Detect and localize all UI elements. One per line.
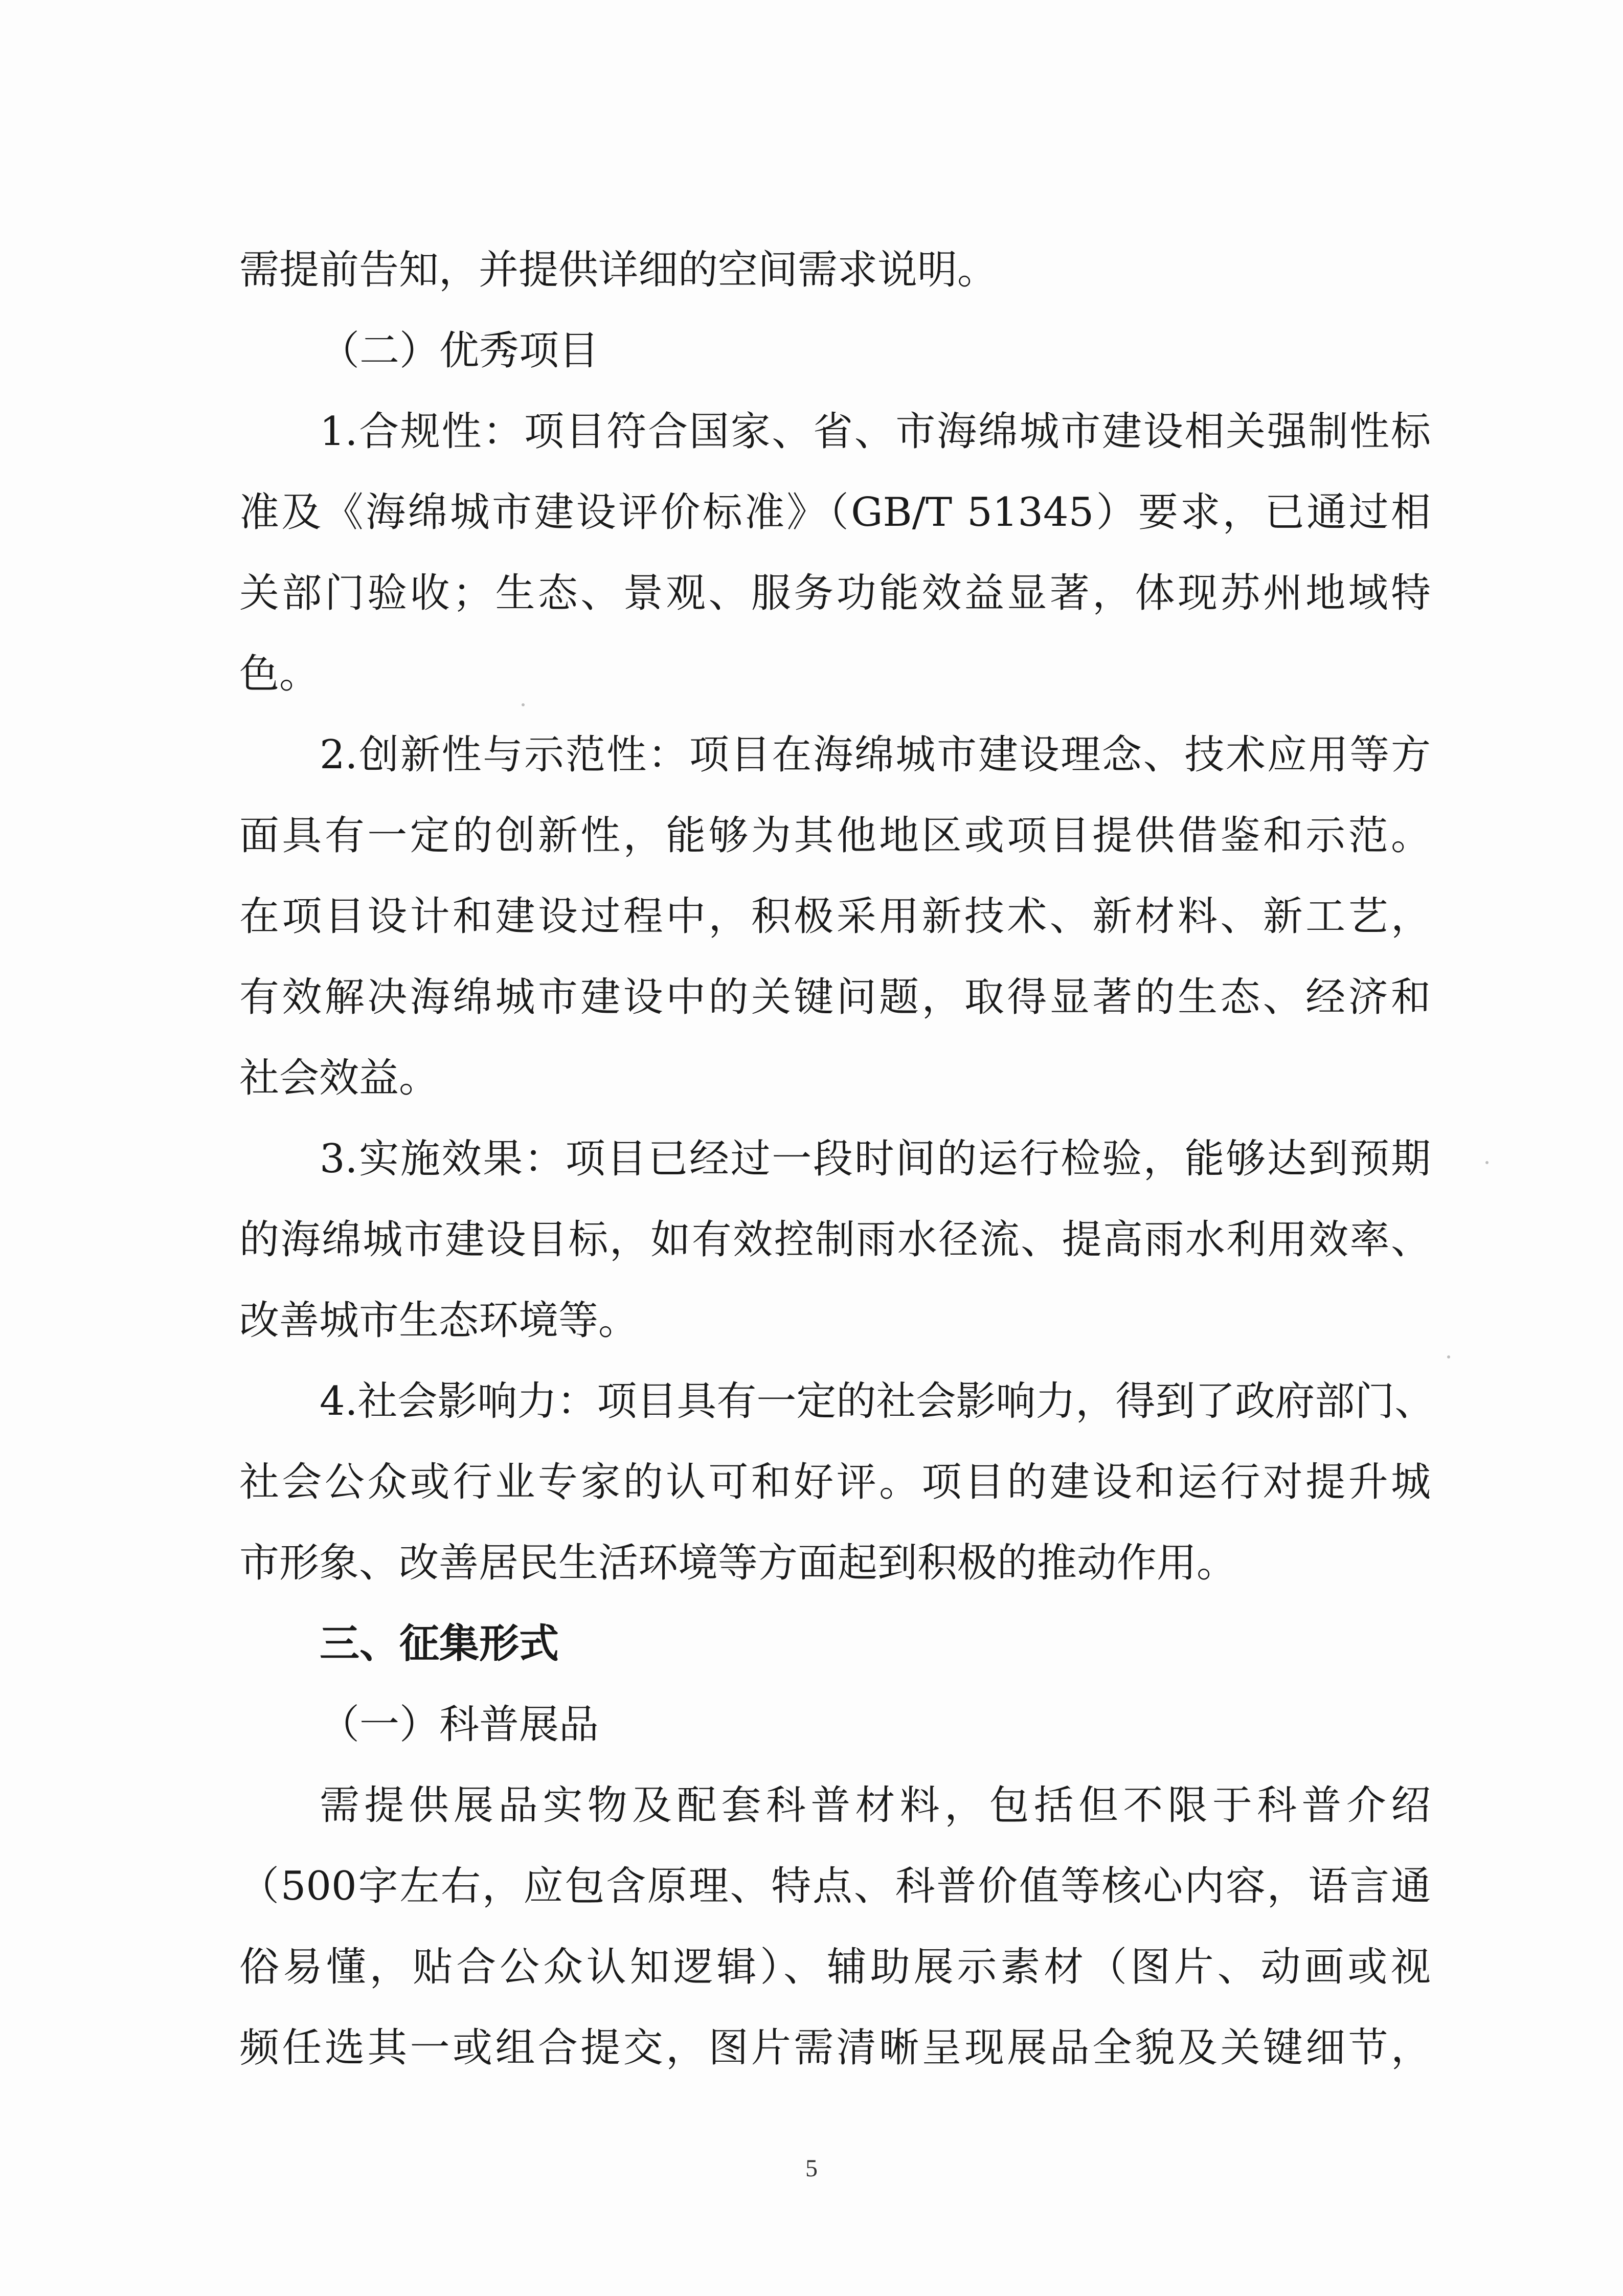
text-line: 色。 [239,651,320,697]
section-subheading: （二）优秀项目 [320,328,599,374]
section-heading: 三、征集形式 [320,1620,559,1667]
text-line: 需提前告知，并提供详细的空间需求说明。 [239,247,998,293]
scan-speck [1447,1355,1450,1358]
text-line: 1.合规性：项目符合国家、省、市海绵城市建设相关强制性标 [320,409,1431,455]
text-line: 在项目设计和建设过程中，积极采用新技术、新材料、新工艺， [239,894,1431,940]
text-line: 俗易懂，贴合公众认知逻辑）、辅助展示素材（图片、动画或视 [239,1944,1431,1990]
text-line: 有效解决海绵城市建设中的关键问题，取得显著的生态、经济和 [239,974,1431,1020]
text-line: （500字左右，应包含原理、特点、科普价值等核心内容，语言通 [239,1863,1431,1909]
scan-speck [1485,1161,1489,1164]
text-line: 频任选其一或组合提交，图片需清晰呈现展品全貌及关键细节， [239,2025,1431,2071]
text-line: 准及《海绵城市建设评价标准》（GB/T 51345）要求，已通过相 [239,489,1431,536]
text-line: 需提供展品实物及配套科普材料，包括但不限于科普介绍 [320,1782,1431,1829]
text-line: 面具有一定的创新性，能够为其他地区或项目提供借鉴和示范。 [239,813,1431,859]
scan-speck [522,703,525,706]
text-line: 3.实施效果：项目已经过一段时间的运行检验，能够达到预期 [320,1136,1431,1182]
section-subheading: （一）科普展品 [320,1702,599,1748]
text-line: 关部门验收；生态、景观、服务功能效益显著，体现苏州地域特 [239,570,1431,616]
page-number: 5 [805,2155,818,2182]
text-line: 的海绵城市建设目标，如有效控制雨水径流、提高雨水利用效率、 [239,1217,1431,1263]
text-line: 市形象、改善居民生活环境等方面起到积极的推动作用。 [239,1540,1237,1586]
text-line: 4.社会影响力：项目具有一定的社会影响力，得到了政府部门、 [320,1378,1435,1424]
text-line: 2.创新性与示范性：项目在海绵城市建设理念、技术应用等方 [320,732,1431,778]
text-line: 社会公众或行业专家的认可和好评。项目的建设和运行对提升城 [239,1459,1431,1505]
text-line: 改善城市生态环境等。 [239,1298,639,1344]
text-line: 社会效益。 [239,1055,439,1101]
